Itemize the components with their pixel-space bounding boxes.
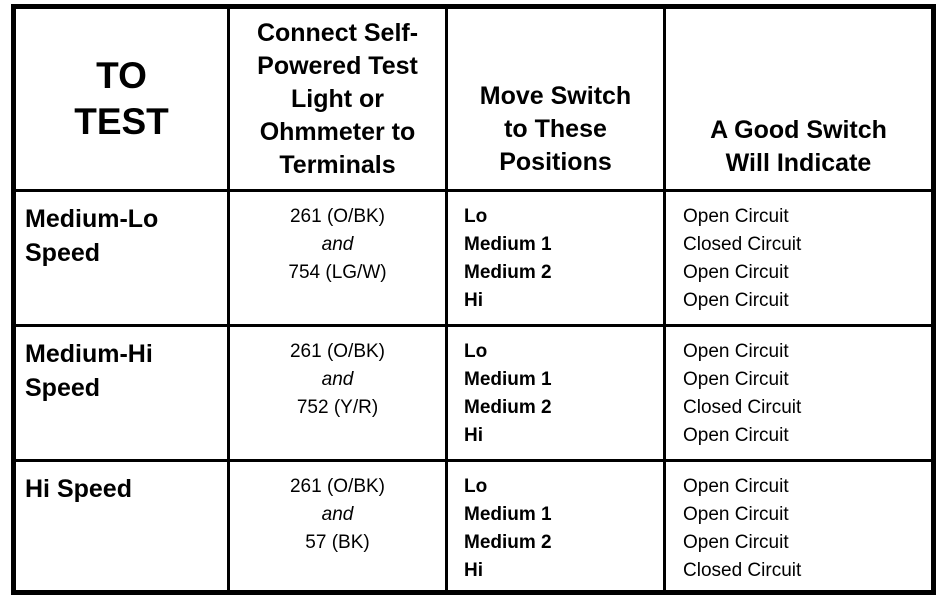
indication-item: Open Circuit xyxy=(683,476,789,497)
position-item: Medium 1 xyxy=(464,504,552,525)
position-item: Hi xyxy=(464,290,483,311)
row-positions xyxy=(464,473,552,585)
header-move-switch-line: Move Switch xyxy=(479,82,632,110)
row-test-label xyxy=(25,337,153,405)
header-move-switch-line: Positions xyxy=(499,148,612,176)
row-test-line: Speed xyxy=(25,239,101,267)
row-positions xyxy=(464,203,552,315)
row-divider xyxy=(11,459,936,462)
indication-item: Open Circuit xyxy=(683,206,789,227)
row-indications xyxy=(683,473,801,585)
indication-item: Open Circuit xyxy=(683,532,789,553)
header-connect-line: Connect Self- xyxy=(256,18,419,47)
header-to-test-line: TEST xyxy=(74,101,169,142)
indication-item: Open Circuit xyxy=(683,341,789,362)
position-item: Medium 2 xyxy=(464,262,552,283)
header-move-switch xyxy=(448,80,663,182)
header-connect-line: Light or xyxy=(290,84,385,113)
terminal-and: and xyxy=(321,369,354,390)
indication-item: Closed Circuit xyxy=(683,234,802,255)
header-good-switch xyxy=(666,114,931,184)
position-item: Medium 2 xyxy=(464,397,552,418)
terminal-value: 261 (O/BK) xyxy=(289,206,386,227)
position-item: Lo xyxy=(464,341,488,362)
row-divider xyxy=(11,324,936,327)
row-test-label xyxy=(25,472,132,506)
row-test-line: Medium-Hi xyxy=(25,340,153,368)
row-indications xyxy=(683,203,801,315)
indication-item: Open Circuit xyxy=(683,369,789,390)
row-test-line: Speed xyxy=(25,374,101,402)
terminal-value: 261 (O/BK) xyxy=(289,476,386,497)
indication-item: Closed Circuit xyxy=(683,397,802,418)
row-terminals xyxy=(230,473,445,557)
position-item: Medium 1 xyxy=(464,234,552,255)
row-test-label xyxy=(25,202,158,270)
row-indications xyxy=(683,338,801,450)
row-positions xyxy=(464,338,552,450)
position-item: Hi xyxy=(464,560,483,581)
header-connect-line: Powered Test xyxy=(257,51,418,80)
terminal-value: 752 (Y/R) xyxy=(296,397,379,418)
terminal-value: 754 (LG/W) xyxy=(288,262,387,283)
position-item: Lo xyxy=(464,476,488,497)
position-item: Medium 1 xyxy=(464,369,552,390)
header-to-test-line: TO xyxy=(96,55,147,96)
position-item: Lo xyxy=(464,206,488,227)
position-item: Medium 2 xyxy=(464,532,552,553)
terminal-value: 261 (O/BK) xyxy=(289,341,386,362)
terminal-value: 57 (BK) xyxy=(305,532,370,553)
header-connect-line: Ohmmeter to xyxy=(259,117,416,146)
indication-item: Open Circuit xyxy=(683,262,789,283)
row-test-line: Medium-Lo xyxy=(25,205,159,233)
header-connect xyxy=(230,9,445,189)
header-good-switch-line: Will Indicate xyxy=(725,149,872,177)
position-item: Hi xyxy=(464,425,483,446)
row-terminals xyxy=(230,338,445,422)
indication-item: Open Circuit xyxy=(683,425,789,446)
terminal-and: and xyxy=(321,504,354,525)
indication-item: Open Circuit xyxy=(683,290,789,311)
indication-item: Open Circuit xyxy=(683,504,789,525)
row-test-line: Hi Speed xyxy=(25,475,132,503)
header-connect-line: Terminals xyxy=(279,150,396,179)
row-terminals xyxy=(230,203,445,287)
column-divider xyxy=(663,4,666,595)
indication-item: Closed Circuit xyxy=(683,560,802,581)
row-divider xyxy=(11,189,936,192)
header-good-switch-line: A Good Switch xyxy=(710,116,887,144)
terminal-and: and xyxy=(321,234,354,255)
header-move-switch-line: to These xyxy=(504,115,607,143)
header-to-test xyxy=(16,9,227,189)
